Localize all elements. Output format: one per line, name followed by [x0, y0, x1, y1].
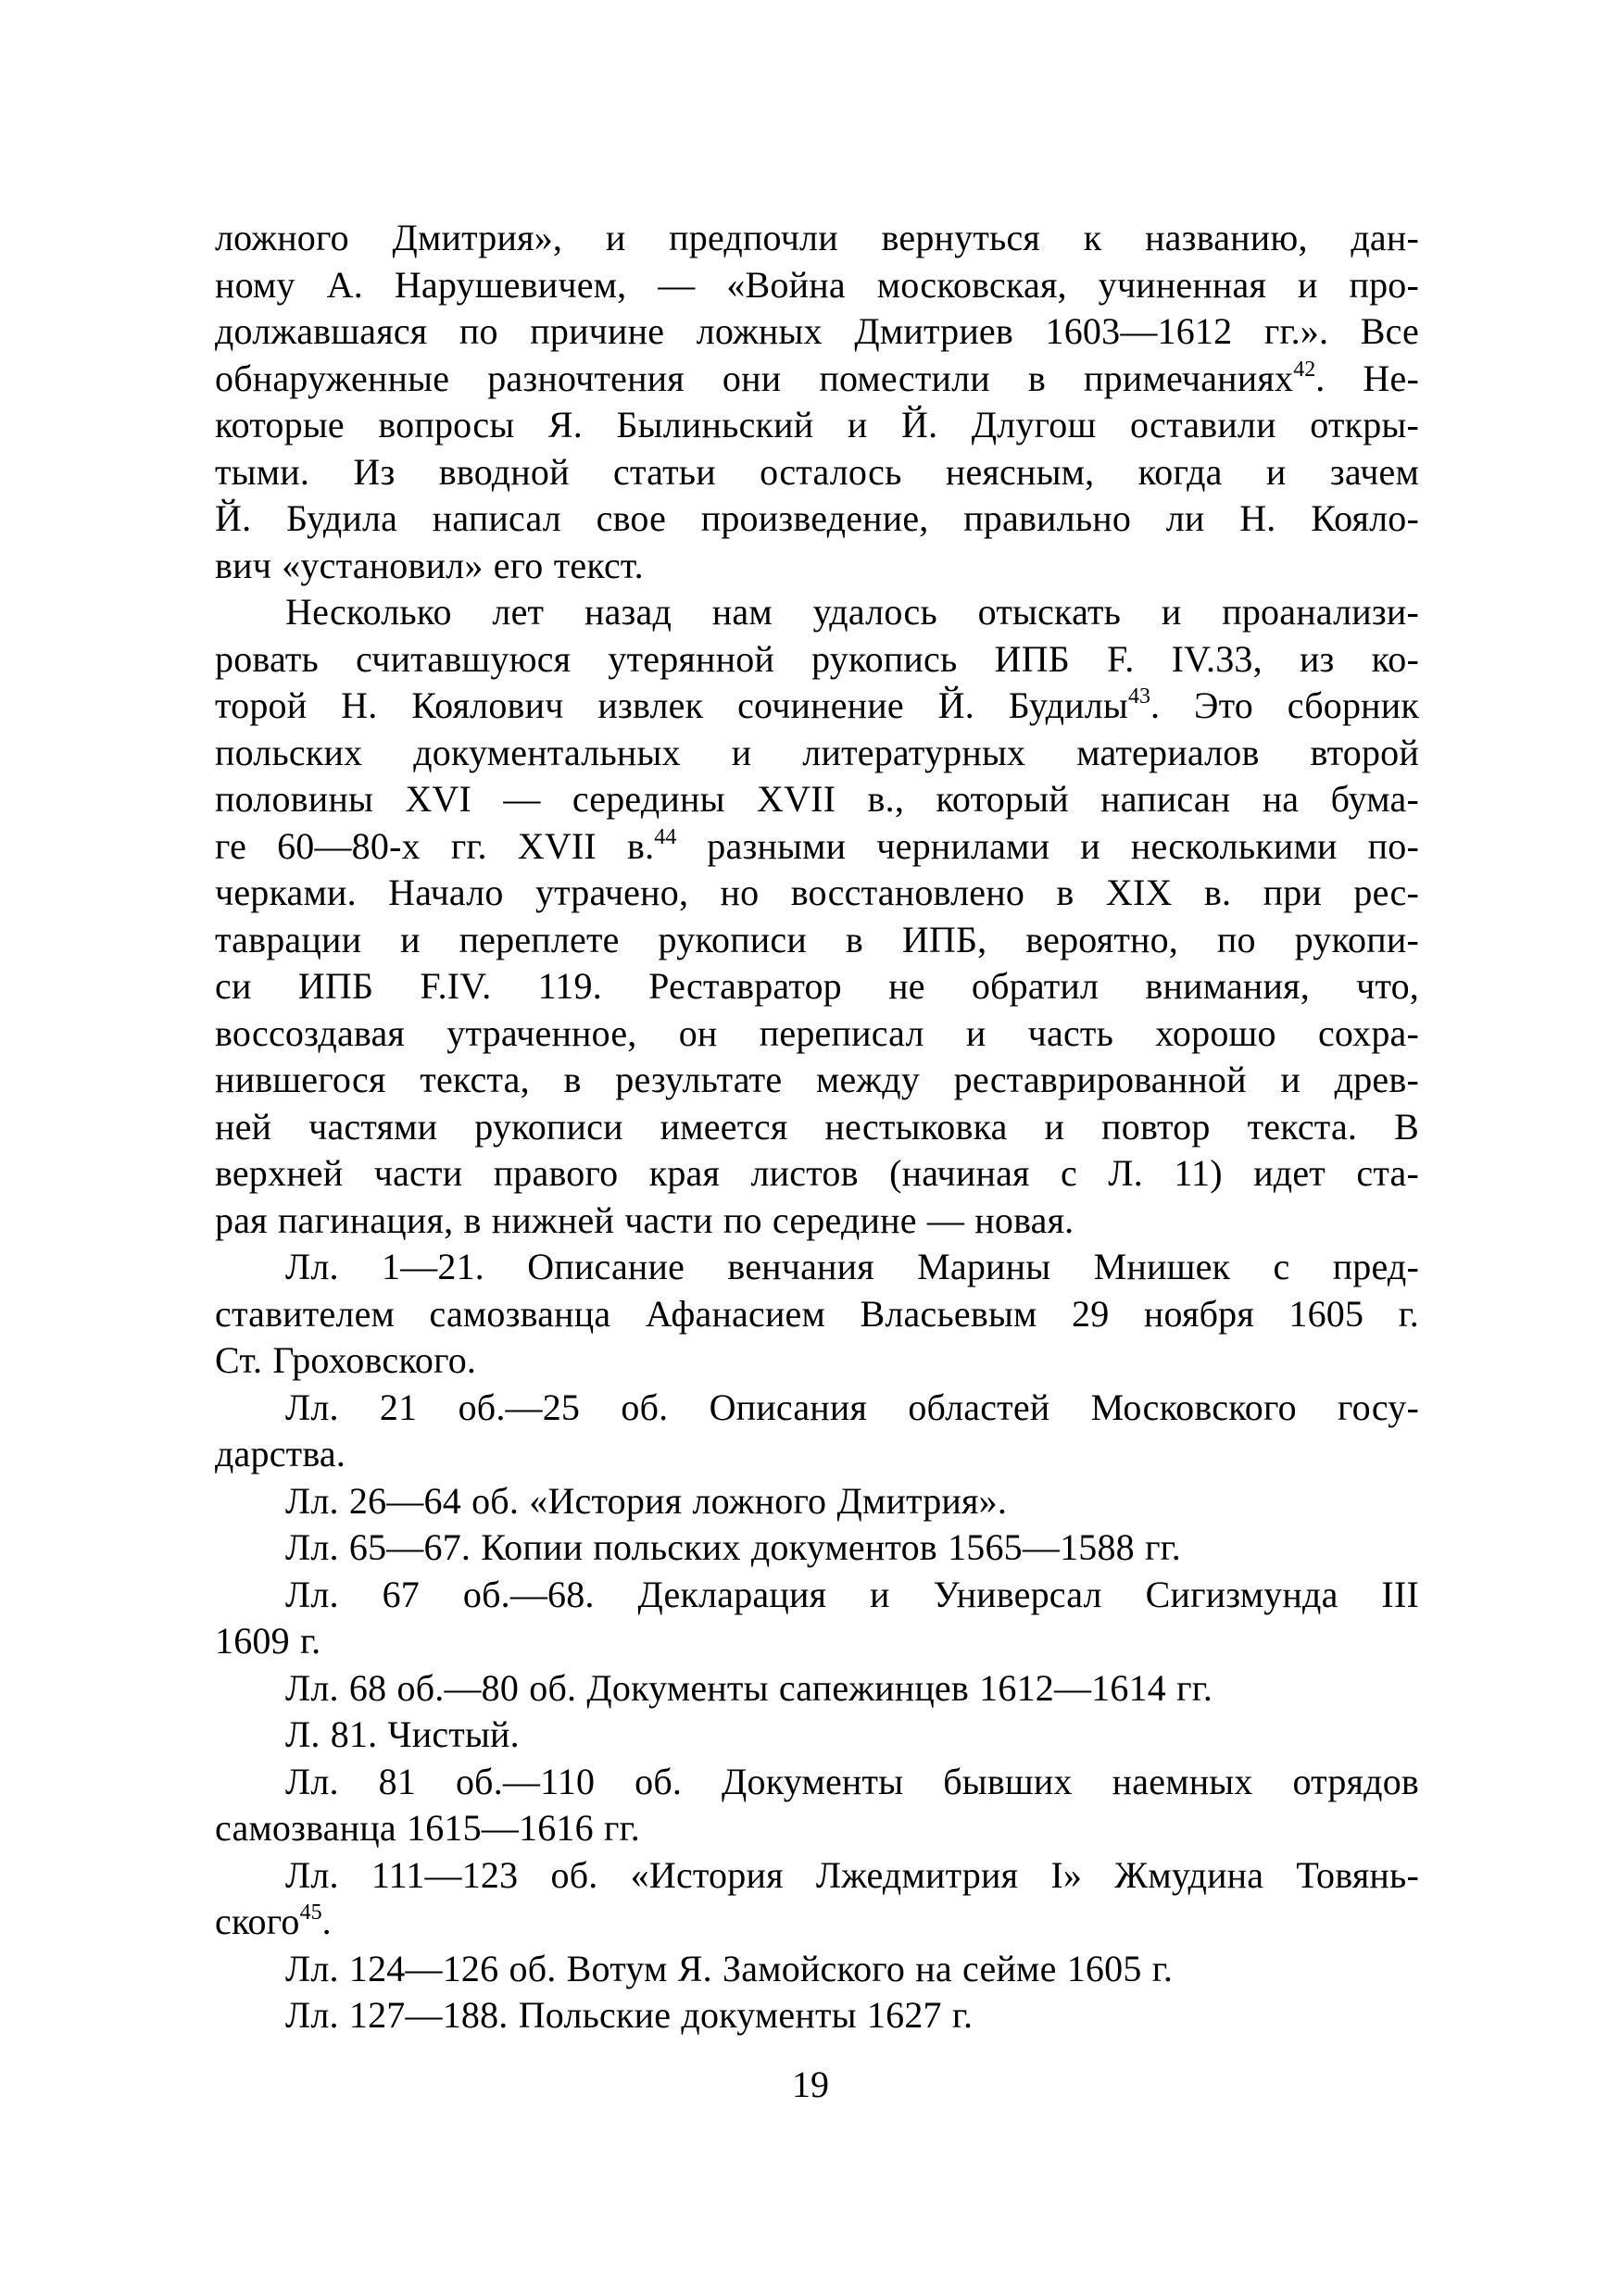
text-line: польских документальных и литературных материалов второй	[215, 731, 1419, 773]
footnote-reference: 44	[654, 824, 677, 849]
text-line: Лл. 65—67. Копии польских документов 1565—1588 гг.	[285, 1526, 1181, 1568]
footnote-reference: 43	[1127, 684, 1150, 709]
text-line: дарства.	[215, 1433, 346, 1474]
text-line: торой Н. Коялович извлек сочинение Й. Будилы$^{43}$. Это сборник	[215, 684, 1419, 726]
text-line: тыми. Из вводной статьи осталось неясным, когда и зачем	[215, 450, 1419, 493]
text-line: которые вопросы Я. Былиньский и Й. Длугош оставили откры-	[215, 404, 1419, 445]
text-line: черками. Начало утрачено, но восстановлено в XIX в. при рес-	[215, 872, 1419, 913]
text-line: Лл. 127—188. Польские документы 1627 г.	[285, 1994, 974, 2036]
text-line: Лл. 1—21. Описание венчания Марины Мнишек с пред-	[285, 1246, 1419, 1287]
text-line: обнаруженные разночтения они поместили в примечаниях$^{42}$. Не-	[215, 357, 1419, 399]
footnote-reference: 42	[1293, 357, 1316, 382]
text-line: Несколько лет назад нам удалось отыскать и проанализи-	[285, 591, 1419, 633]
text-line: воссоздавая утраченное, он переписал и часть хорошо сохра-	[215, 1011, 1419, 1054]
text-line: си ИПБ F.IV. 119. Реставратор не обратил внимания, что,	[215, 965, 1419, 1007]
text-line: ному А. Нарушевичем, — «Война московская, учиненная и про-	[215, 263, 1419, 306]
text-block	[215, 215, 1419, 2039]
text-line: Лл. 111—123 об. «История Лжедмитрия I» Жмудина Товянь-	[285, 1853, 1419, 1896]
text-line: Лл. 26—64 об. «История ложного Дмитрия».	[285, 1479, 1008, 1522]
text-line: Лл. 68 об.—80 об. Документы сапежинцев 1612—1614 гг.	[285, 1666, 1213, 1709]
text-line: Лл. 81 об.—110 об. Документы бывших наемных отрядов	[285, 1760, 1419, 1802]
text-line: половины XVI — середины XVII в., который написан на бума-	[215, 778, 1419, 820]
text-line: самозванца 1615—1616 гг.	[215, 1807, 640, 1849]
footnote-reference: 45	[299, 1901, 322, 1925]
text-line: ней частями рукописи имеется нестыковка и повтор текста. В	[215, 1105, 1419, 1148]
page-number: 19	[792, 2064, 829, 2105]
text-line: вич «установил» его текст.	[215, 544, 644, 586]
text-line: 1609 г.	[215, 1620, 321, 1662]
text-line: Л. 81. Чистый.	[285, 1713, 520, 1755]
text-line: Лл. 67 об.—68. Декларация и Универсал Сигизмунда III	[285, 1573, 1419, 1615]
text-line: ложного Дмитрия», и предпочли вернуться к названию, дан-	[215, 217, 1419, 258]
text-line: ского$^{45}$.	[215, 1901, 332, 1942]
text-line: ровать считавшуюся утерянной рукопись ИПБ F. IV.33, из ко-	[215, 637, 1419, 680]
text-line: ставителем самозванца Афанасием Власьевым 29 ноября 1605 г.	[215, 1292, 1419, 1335]
text-line: Лл. 124—126 об. Вотум Я. Замойского на сейме 1605 г.	[285, 1947, 1174, 1989]
text-line: Лл. 21 об.—25 об. Описания областей Московского госу-	[285, 1386, 1419, 1428]
text-line: рая пагинация, в нижней части по середине — новая.	[215, 1198, 1074, 1241]
text-line: должавшаяся по причине ложных Дмитриев 1603—1612 гг.». Все	[215, 310, 1419, 352]
text-line: Й. Будила написал свое произведение, правильно ли Н. Кояло-	[215, 497, 1419, 539]
text-line: Ст. Гроховского.	[215, 1339, 477, 1381]
text-line: таврации и переплете рукописи в ИПБ, вероятно, по рукопи-	[215, 918, 1419, 960]
text-line: верхней части правого края листов (начиная с Л. 11) идет ста-	[215, 1152, 1419, 1194]
text-line: ге 60—80-х гг. XVII в.$^{44}$ разными чернилами и несколькими по-	[215, 824, 1419, 867]
text-line: нившегося текста, в результате между реставрированной и древ-	[215, 1059, 1419, 1100]
